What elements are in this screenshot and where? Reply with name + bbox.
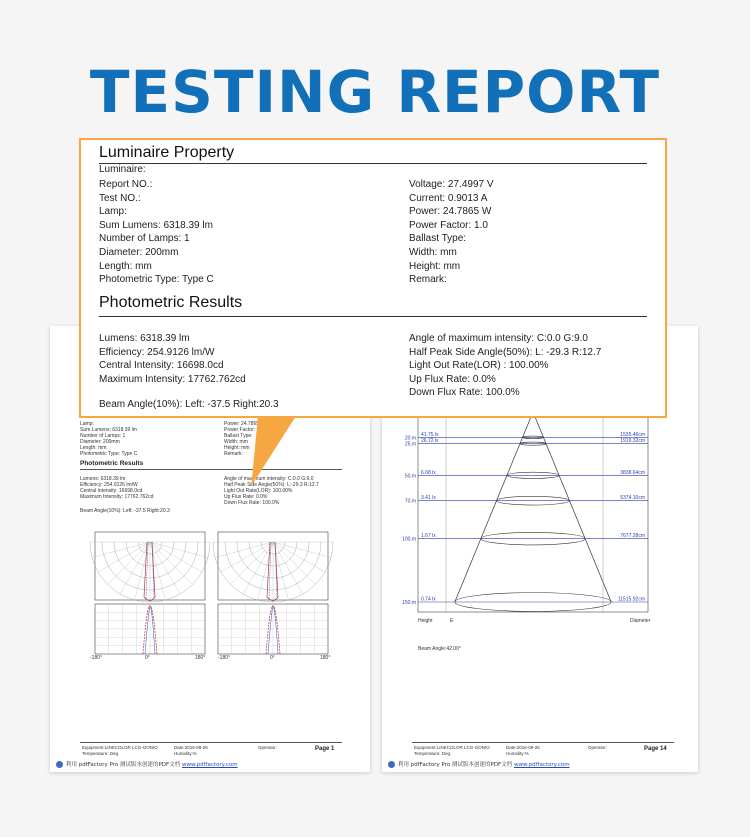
axis-label: 180° bbox=[320, 655, 331, 661]
property-row: Diameter: 200mm bbox=[99, 247, 179, 258]
section-rule bbox=[99, 163, 647, 164]
page1-property-row: Power Factor: 1.0 bbox=[224, 427, 264, 433]
page1-property-row: Ballast Type: bbox=[224, 433, 253, 439]
footer-equipment: Equipment:LINKCOLOR LCG-GONIO bbox=[414, 745, 490, 750]
footer-humidity: Humidity:% bbox=[506, 751, 529, 756]
height-label: 50.m bbox=[404, 473, 416, 480]
page1-results-title: Photometric Results bbox=[80, 460, 144, 467]
height-label: 150.m bbox=[402, 600, 416, 606]
illuminance-cone-chart bbox=[402, 412, 658, 622]
page1-property-row: Length: mm bbox=[80, 445, 107, 451]
result-row: Lumens: 6318.39 lm bbox=[99, 333, 190, 344]
page1-property-row: Sum Lumens: 6318.39 lm bbox=[80, 427, 137, 433]
property-row: Power Factor: 1.0 bbox=[409, 219, 488, 231]
polar-spoke bbox=[273, 542, 331, 558]
axis-label: -180° bbox=[90, 655, 103, 661]
property-row: Remark: bbox=[409, 274, 447, 286]
page1-charts bbox=[90, 526, 330, 666]
page1-property-row: Lamp: bbox=[80, 421, 94, 427]
height-label: 20.m bbox=[404, 435, 416, 442]
result-row: Half Peak Side Angle(50%): L: -29.3 R:12.7 bbox=[409, 346, 602, 358]
polar-chart-c0 bbox=[90, 532, 210, 602]
page1-divider bbox=[80, 469, 342, 470]
property-row: Height: mm bbox=[409, 260, 461, 272]
polar-spoke bbox=[108, 542, 150, 584]
pdf-watermark bbox=[56, 760, 238, 768]
page1-result-row: Light Out Rate(LOR): 100.00% bbox=[224, 488, 293, 494]
curve-chart-left bbox=[95, 604, 205, 654]
lux-label: 26.72 lx bbox=[421, 438, 439, 445]
property-row: Sum Lumens: 6318.39 lm bbox=[99, 219, 213, 231]
polar-spoke bbox=[231, 542, 273, 584]
page1-result-row: Maximum Intensity: 17762.762cd bbox=[80, 494, 154, 500]
page1-result-row: Half Peak Side Angle(50%): L:-29.3 R:12.7 bbox=[224, 482, 319, 488]
page-heading: TESTING REPORT bbox=[89, 58, 661, 126]
lux-label: 6.68 lx bbox=[421, 469, 436, 476]
cone-edge bbox=[533, 412, 611, 602]
pdf-text: 利用 pdfFactory Pro 测试版本创建的PDF文档 bbox=[398, 762, 513, 768]
property-row: Test NO.: bbox=[99, 192, 141, 204]
property-row: Width: mm bbox=[409, 247, 457, 258]
property-row: Photometric Type: Type C bbox=[99, 274, 214, 286]
pdf-text: 利用 pdfFactory Pro 测试版本创建的PDF文档 bbox=[66, 762, 181, 768]
property-row: Number of Lamps: 1 bbox=[99, 233, 190, 245]
height-label: 70.m bbox=[404, 498, 416, 505]
footer-rule bbox=[412, 742, 674, 743]
diameter-label: 11515.92cm bbox=[617, 596, 645, 603]
property-row: Voltage: 27.4997 V bbox=[409, 179, 494, 190]
footer-rule bbox=[80, 742, 342, 743]
polar-spoke bbox=[215, 542, 273, 558]
axis-height-label: Height bbox=[418, 618, 433, 624]
polar-spoke bbox=[150, 542, 208, 558]
diameter-label: 1535.46cm bbox=[620, 431, 645, 438]
cone-edge bbox=[455, 412, 533, 602]
height-label: 25.m bbox=[404, 441, 416, 448]
diameter-label: 1919.32cm bbox=[620, 438, 645, 445]
page1-result-row: Up Flux Rate: 0.0% bbox=[224, 494, 268, 500]
diameter-label: 3838.64cm bbox=[620, 469, 645, 476]
page1-property-row: Height: mm bbox=[224, 445, 250, 451]
section-rule bbox=[99, 316, 647, 317]
axis-label: -180° bbox=[218, 655, 231, 661]
page1-property-row: Diameter: 200mm bbox=[80, 439, 120, 445]
result-row: Maximum Intensity: 17762.762cd bbox=[99, 373, 246, 385]
axis-label: 180° bbox=[195, 655, 206, 661]
footer-operator: Operator: bbox=[588, 745, 608, 750]
luminaire-label: Luminaire: bbox=[99, 164, 146, 175]
polar-spoke bbox=[150, 542, 192, 584]
diameter-label: 5374.10cm bbox=[620, 495, 645, 502]
footer-temp: Temperature: Deg. bbox=[414, 751, 452, 756]
intensity-curve bbox=[144, 542, 155, 601]
result-row: Light Out Rate(LOR) : 100.00% bbox=[409, 360, 549, 372]
property-row: Length: mm bbox=[99, 260, 152, 272]
zoom-callout bbox=[79, 138, 667, 418]
page-number: Page 14 bbox=[644, 746, 667, 752]
polar-chart-c90 bbox=[213, 532, 333, 602]
axis-e-label: E bbox=[450, 618, 454, 624]
page1-property-row: Remark: bbox=[224, 451, 243, 457]
page1-beam: Beam Angle(10%): Left: -37.5 Right:20.3 bbox=[80, 508, 170, 514]
footer-operator: Operator: bbox=[258, 745, 278, 750]
property-row: Current: 0.9013 A bbox=[409, 192, 488, 204]
footer-humidity: Humidity:% bbox=[174, 751, 197, 756]
page2-beam-angle: Beam Angle:42.00° bbox=[418, 646, 461, 652]
page1-property-row: Power: 24.7865 W bbox=[224, 421, 266, 427]
property-row: Lamp: bbox=[99, 206, 127, 218]
footer-temp: Temperature: Deg. bbox=[82, 751, 120, 756]
lux-label: 3.41 lx bbox=[421, 495, 436, 502]
property-row: Report NO.: bbox=[99, 179, 153, 190]
axis-label: 0° bbox=[270, 655, 275, 661]
property-row: Ballast Type: bbox=[409, 233, 467, 245]
result-row: Up Flux Rate: 0.0% bbox=[409, 373, 496, 385]
section-title-photometric: Photometric Results bbox=[99, 294, 243, 311]
pdf-factory-icon bbox=[56, 761, 63, 768]
footer-date: Date:2016-09-26 bbox=[174, 745, 208, 750]
beam-angle: Beam Angle(10%): Left: -37.5 Right:20.3 bbox=[99, 399, 279, 410]
pdf-watermark bbox=[388, 760, 570, 768]
diameter-label: 7677.28cm bbox=[620, 533, 645, 540]
page1-result-row: Central Intensity: 16698.0cd bbox=[80, 488, 143, 494]
result-row: Central Intensity: 16698.0cd bbox=[99, 360, 224, 372]
section-title-luminaire: Luminaire Property bbox=[99, 144, 235, 161]
page1-result-row: Efficiency: 254.9126 lm/W bbox=[80, 482, 138, 488]
lux-label: 41.75 lx bbox=[421, 431, 439, 438]
page-number: Page 1 bbox=[315, 746, 335, 752]
lux-label: 1.67 lx bbox=[421, 533, 436, 540]
result-row: Angle of maximum intensity: C:0.0 G:9.0 bbox=[409, 333, 588, 344]
polar-spoke bbox=[98, 542, 150, 572]
page1-result-row: Down Flux Rate: 100.0% bbox=[224, 500, 280, 506]
pdf-link[interactable]: www.pdffactory.com bbox=[181, 762, 238, 768]
pdf-link[interactable]: www.pdffactory.com bbox=[513, 762, 570, 768]
polar-spoke bbox=[273, 542, 325, 572]
axis-label: 0° bbox=[145, 655, 150, 661]
footer-equipment: Equipment:LINKCOLOR LCG-GONIO bbox=[82, 745, 158, 750]
axis-diameter-label: Diameter bbox=[630, 618, 651, 624]
result-row: Efficiency: 254.9126 lm/W bbox=[99, 346, 215, 358]
page1-result-row: Angle of maximum intensity: C:0.0 G:9.0 bbox=[224, 476, 314, 482]
page1-property-row: Photometric Type: Type C bbox=[80, 451, 138, 457]
pdf-factory-icon bbox=[388, 761, 395, 768]
page1-property-row: Width: mm bbox=[224, 439, 248, 445]
polar-spoke bbox=[221, 542, 273, 572]
lux-label: 0.74 lx bbox=[421, 596, 436, 603]
polar-spoke bbox=[150, 542, 202, 572]
page1-result-row: Lumens: 6318.39 lm bbox=[80, 476, 126, 482]
result-row: Down Flux Rate: 100.0% bbox=[409, 387, 520, 399]
property-row: Power: 24.7865 W bbox=[409, 206, 492, 218]
footer-date: Date:2016-09-26 bbox=[506, 745, 540, 750]
height-label: 100.m bbox=[402, 536, 416, 543]
polar-spoke bbox=[92, 542, 150, 558]
page1-property-row: Number of Lamps: 1 bbox=[80, 433, 126, 439]
curve-chart-right bbox=[218, 604, 328, 654]
polar-spoke bbox=[273, 542, 315, 584]
intensity-curve bbox=[267, 542, 278, 601]
